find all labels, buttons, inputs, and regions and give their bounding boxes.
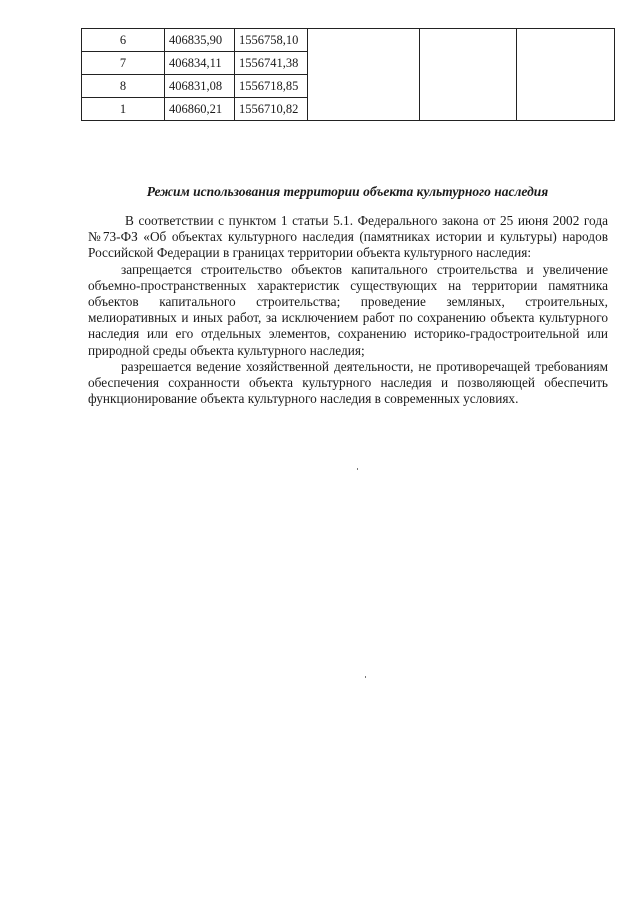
table-row bbox=[82, 29, 615, 52]
y-coordinate-cell: 1556718,85 bbox=[235, 75, 308, 98]
y-coordinate-cell: 1556758,10 bbox=[235, 29, 308, 52]
x-coordinate-cell: 406835,90 bbox=[165, 29, 235, 52]
empty-cell bbox=[308, 29, 420, 121]
coordinates-table bbox=[81, 28, 615, 121]
x-coordinate-cell: 406860,21 bbox=[165, 98, 235, 121]
point-number-cell: 8 bbox=[82, 75, 165, 98]
point-number-cell: 6 bbox=[82, 29, 165, 52]
y-coordinate-cell: 1556741,38 bbox=[235, 52, 308, 75]
scan-speck bbox=[357, 468, 358, 470]
point-number-cell: 1 bbox=[82, 98, 165, 121]
scan-speck bbox=[365, 676, 366, 678]
permitted-paragraph: разрешается ведение хозяйственной деятельности, не противоречащей требованиям обеспечения сохранности объекта культурного наследия и позволяющей обеспечить функционирование объекта культурного наследия в современных условиях. bbox=[88, 358, 608, 407]
x-coordinate-cell: 406831,08 bbox=[165, 75, 235, 98]
empty-cell bbox=[420, 29, 517, 121]
section-title: Режим использования территории объекта культурного наследия bbox=[146, 184, 549, 199]
x-coordinate-cell: 406834,11 bbox=[165, 52, 235, 75]
empty-cell bbox=[517, 29, 615, 121]
prohibited-paragraph: запрещается строительство объектов капитального строительства и увеличение объемно-пространственных характеристик существующих на территории памятника объектов капитального строительства; проведение земляных, строительных, мелиоративных и иных работ, за исключением работ по сохранению объекта культурного наследия или его отдельных элементов, сохранению историко-градостроительной или природной среды объекта культурного наследия; bbox=[88, 261, 608, 358]
intro-paragraph: В соответствии с пунктом 1 статьи 5.1. Федерального закона от 25 июня 2002 года №73-ФЗ «Об объектах культурного наследия (памятниках истории и культуры) народов Российской Федерации в границах территории объекта культурного наследия: bbox=[88, 213, 608, 261]
point-number-cell: 7 bbox=[82, 52, 165, 75]
section-body bbox=[88, 213, 608, 407]
y-coordinate-cell: 1556710,82 bbox=[235, 98, 308, 121]
